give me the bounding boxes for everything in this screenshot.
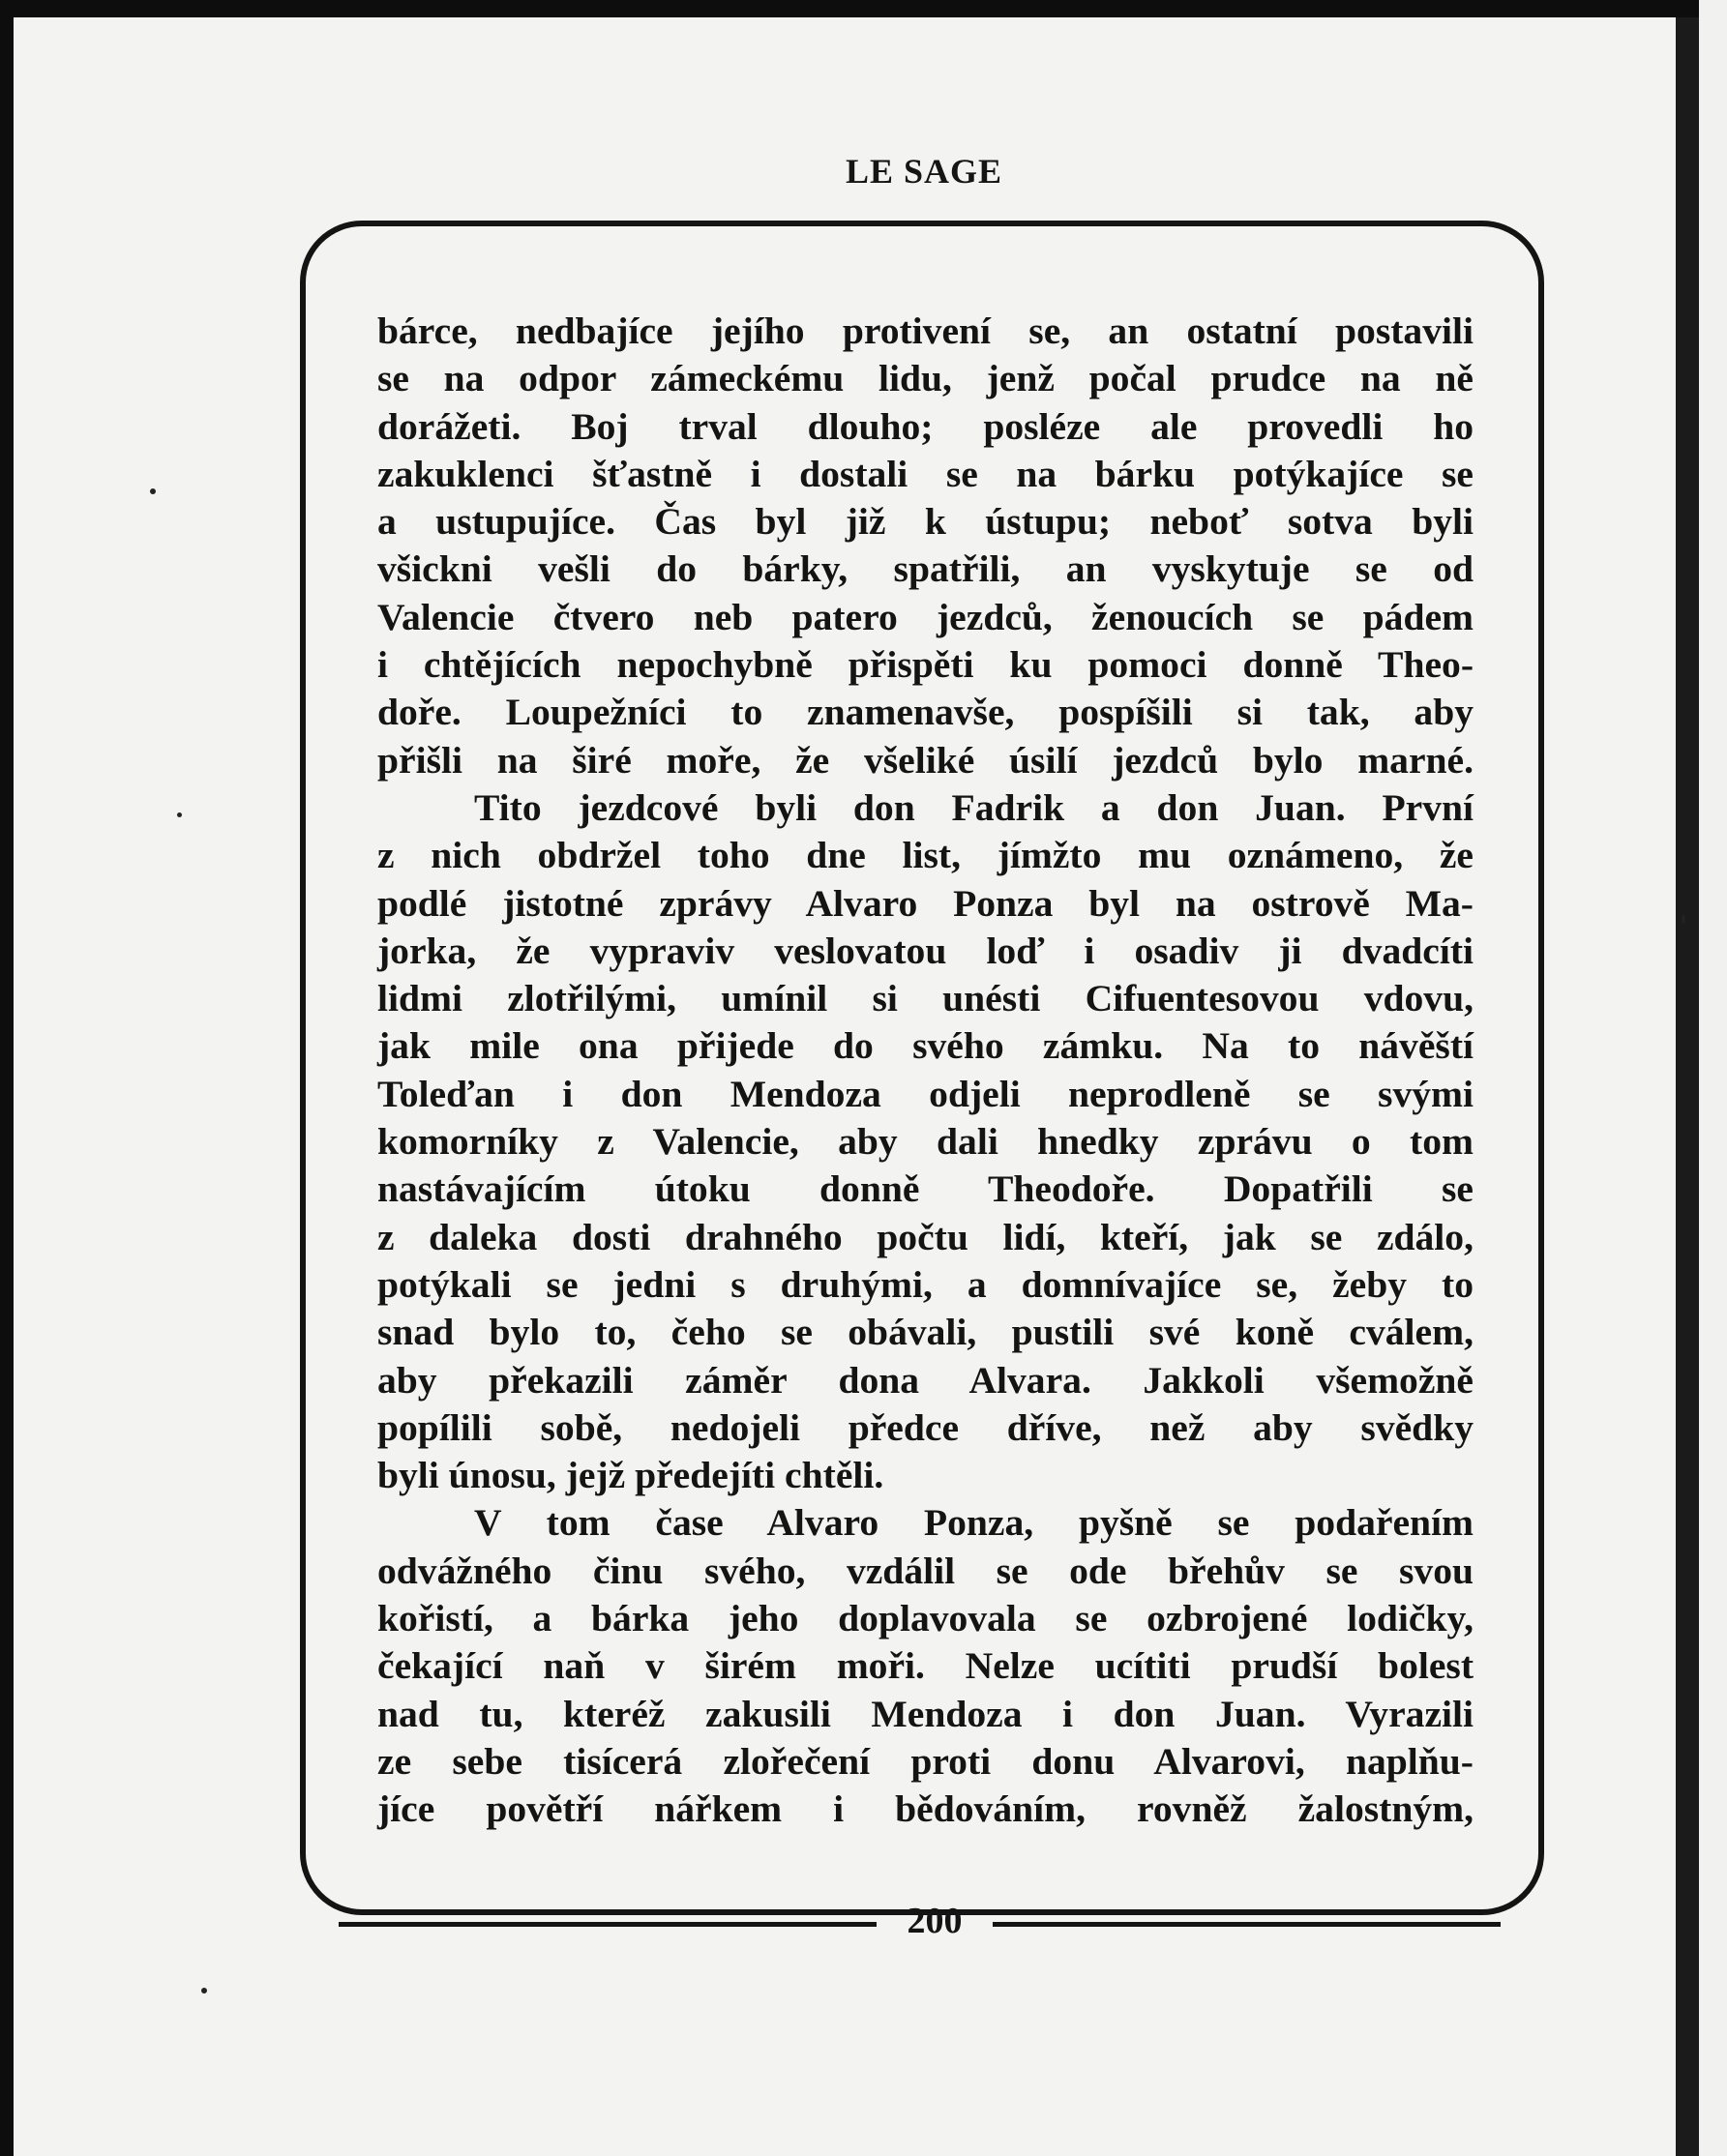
page-footer [300,1896,1544,1954]
text-line: se na odpor zámeckému lidu, jenž počal prudce na ně [377,357,1474,400]
text-line: Valencie čtvero neb patero jezdců, ženoucích se pádem [377,595,1474,638]
text-line: zakuklenci šťastně i dostali se na bárku potýkajíce se [377,452,1474,495]
text-line: V tom čase Alvaro Ponza, pyšně se podařením [474,1501,1474,1545]
body-text [377,308,1474,1834]
text-line: jak mile ona přijede do svého zámku. Na to návěští [377,1024,1474,1068]
text-line: doře. Loupežníci to znamenavše, pospíšili si tak, aby [377,691,1474,734]
text-line: z daleka dosti drahného počtu lidí, kteří, jak se zdálo, [377,1215,1474,1258]
text-line: podlé jistotné zprávy Alvaro Ponza byl na ostrově Ma- [377,881,1474,925]
text-line: popílili sobě, nedojeli předce dříve, než aby svědky [377,1405,1474,1449]
text-line: z nich obdržel toho dne list, jímžto mu oznámeno, že [377,834,1474,877]
text-line: nastávajícím útoku donně Theodoře. Dopatřili se [377,1167,1474,1211]
text-line: i chtějících nepochybně přispěti ku pomoci donně Theo- [377,643,1474,687]
footer-rule-left [339,1922,877,1927]
text-line: všickni vešli do bárky, spatřili, an vyskytuje se od [377,547,1474,591]
scan-speck [177,812,182,817]
text-line: byli únosu, jejž předejíti chtěli. [377,1454,884,1497]
text-line: snad bylo to, čeho se obávali, pustili své koně cválem, [377,1311,1474,1354]
running-head: LE SAGE [845,152,1003,191]
text-line: jorka, že vypraviv veslovatou loď i osadiv ji dvadcíti [377,929,1474,972]
text-line: a ustupujíce. Čas byl již k ústupu; neboť sotva byli [377,500,1474,544]
text-line: nad tu, kteréž zakusili Mendoza i don Juan. Vyrazili [377,1692,1474,1735]
text-line: dorážeti. Boj trval dlouho; posléze ale provedli ho [377,404,1474,448]
text-line: přišli na širé moře, že všeliké úsilí jezdců bylo marné. [377,738,1474,782]
footer-rule-right [993,1922,1501,1927]
text-line: ze sebe tisícerá zlořečení proti donu Alvarovi, naplňu- [377,1739,1474,1783]
page-number: 200 [907,1901,963,1941]
text-line: lidmi zlotřilými, umínil si unésti Cifuentesovou vdovu, [377,977,1474,1020]
facing-page-edge [1676,17,1699,2156]
text-line: aby překazili záměr dona Alvara. Jakkoli všemožně [377,1358,1474,1402]
text-line: odvážného činu svého, vzdálil se ode břehův se svou [377,1549,1474,1592]
text-line: bárce, nedbajíce jejího protivení se, an ostatní postavili [377,310,1474,352]
text-line: Toleďan i don Mendoza odjeli neprodleně se svými [377,1072,1474,1115]
text-line: kořistí, a bárka jeho doplavovala se ozbrojené lodičky, [377,1597,1474,1640]
facing-page-strip [1699,0,1727,2156]
scan-speck [201,1988,207,1994]
text-line: potýkali se jedni s druhými, a domnívajíce se, žeby to [377,1262,1474,1306]
text-line: komorníky z Valencie, aby dali hnedky zprávu o tom [377,1120,1474,1164]
text-line: čekající naň v širém moři. Nelze ucítiti prudší bolest [377,1644,1474,1688]
text-line: jíce povětří nářkem i bědováním, rovněž žalostným, [377,1787,1474,1831]
text-line: Tito jezdcové byli don Fadrik a don Juan. První [474,785,1474,829]
scan-speck [1682,914,1685,924]
scan-speck [150,488,156,494]
